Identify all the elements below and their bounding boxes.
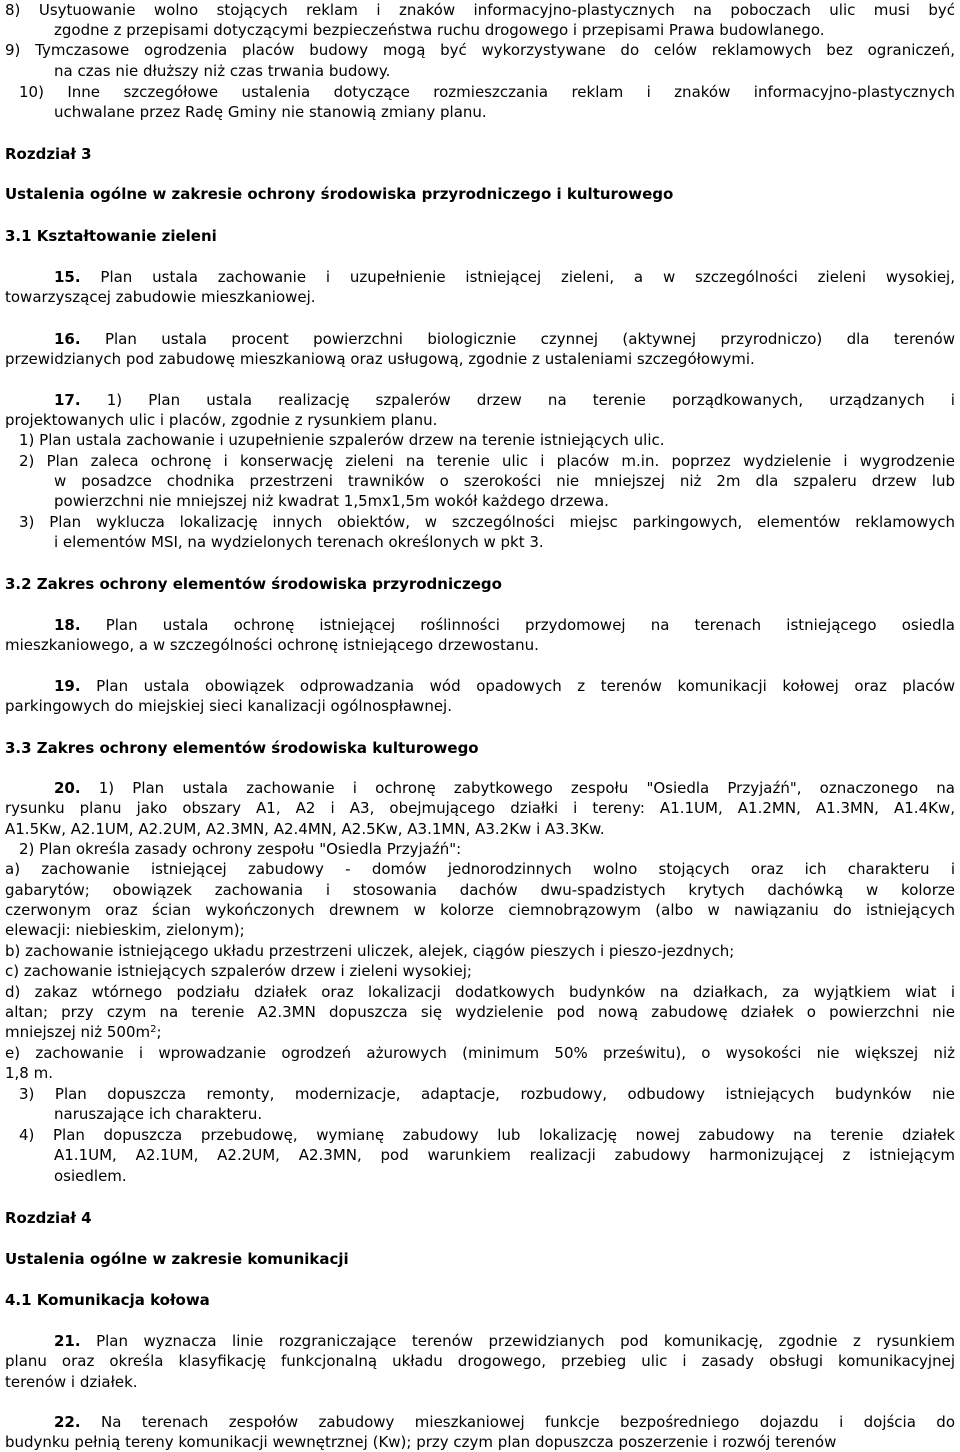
paragraph-line: rysunku planu jako obszary A1, A2 i A3, obejmującego działki i tereny: A1.1UM, A1.2MN, A1.3MN, A1.4Kw, bbox=[5, 799, 955, 817]
paragraph-number: 18. bbox=[54, 616, 81, 634]
text-line: naruszające ich charakteru. bbox=[54, 1105, 263, 1123]
text-line: a) zachowanie istniejącej zabudowy - domów jednorodzinnych wolno stojących oraz ich charakteru i bbox=[5, 860, 955, 878]
section-heading: 3.3 Zakres ochrony elementów środowiska kulturowego bbox=[5, 739, 479, 757]
paragraph-first-line bbox=[5, 676, 955, 696]
text-line: gabarytów; obowiązek zachowania i stosowania dachów dwu-spadzistych krytych dachówką w kolorze bbox=[5, 881, 955, 899]
text-line: elewacji: niebieskim, zielonym); bbox=[5, 921, 245, 939]
paragraph-line: A1.5Kw, A2.1UM, A2.2UM, A2.3MN, A2.4MN, A2.5Kw, A3.1MN, A3.2Kw i A3.3Kw. bbox=[5, 820, 605, 838]
section-heading: Rozdział 3 bbox=[5, 145, 92, 163]
paragraph-text: Plan wyznacza linie rozgraniczające terenów przewidzianych pod komunikację, zgodnie z rysunkiem bbox=[96, 1332, 955, 1350]
text-line: d) zakaz wtórnego podziału działek oraz lokalizacji dodatkowych budynków na działkach, za wyjątkiem wiat i bbox=[5, 983, 955, 1001]
paragraph-number: 16. bbox=[54, 330, 81, 348]
section-heading: Ustalenia ogólne w zakresie ochrony środowiska przyrodniczego i kulturowego bbox=[5, 185, 674, 203]
text-line: osiedlem. bbox=[54, 1167, 127, 1185]
paragraph-first-line bbox=[5, 778, 955, 798]
text-line: A1.1UM, A2.1UM, A2.2UM, A2.3MN, pod warunkiem realizacji zabudowy harmonizującej z istniejącym bbox=[54, 1146, 955, 1164]
superscript: 2 bbox=[150, 1024, 157, 1035]
paragraph-first-line bbox=[5, 267, 955, 287]
paragraph-line: terenów i działek. bbox=[5, 1373, 138, 1391]
section-heading: 3.2 Zakres ochrony elementów środowiska przyrodniczego bbox=[5, 575, 502, 593]
text-line: 3) Plan dopuszcza remonty, modernizacje, adaptacje, rozbudowy, odbudowy istniejących budynków nie bbox=[19, 1085, 955, 1103]
paragraph-number: 22. bbox=[54, 1413, 81, 1431]
paragraph-text: Plan ustala obowiązek odprowadzania wód opadowych z terenów komunikacji kołowej oraz placów bbox=[96, 677, 955, 695]
text-line: powierzchni nie mniejszej niż kwadrat 1,5mx1,5m wokół każdego drzewa. bbox=[54, 492, 609, 510]
paragraph-line: parkingowych do miejskiej sieci kanalizacji ogólnospławnej. bbox=[5, 697, 452, 715]
section-heading: Rozdział 4 bbox=[5, 1209, 92, 1227]
paragraph-line: przewidzianych pod zabudowę mieszkaniową oraz usługową, zgodnie z ustaleniami szczegółowymi. bbox=[5, 350, 755, 368]
text-line: c) zachowanie istniejących szpalerów drzew i zieleni wysokiej; bbox=[5, 962, 472, 980]
text-line: 1,8 m. bbox=[5, 1064, 54, 1082]
area-text: mniejszej niż 500m bbox=[5, 1023, 151, 1041]
paragraph-first-line bbox=[5, 329, 955, 349]
text-line: 2) Plan określa zasady ochrony zespołu "Osiedla Przyjaźń": bbox=[19, 840, 462, 858]
section-heading: Ustalenia ogólne w zakresie komunikacji bbox=[5, 1250, 349, 1268]
paragraph-text: 1) Plan ustala realizację szpalerów drzew na terenie porządkowanych, urządzanych i bbox=[106, 391, 955, 409]
paragraph-number: 15. bbox=[54, 268, 81, 286]
text-line bbox=[5, 1022, 955, 1042]
area-tail: ; bbox=[156, 1023, 162, 1041]
paragraph-line: mieszkaniowego, a w szczególności ochronę istniejącego drzewostanu. bbox=[5, 636, 539, 654]
paragraph-first-line bbox=[5, 390, 955, 410]
paragraph-line: budynku pełnią tereny komunikacji wewnętrznej (Kw); przy czym plan dopuszcza poszerzenie i rozwój terenów bbox=[5, 1433, 837, 1451]
paragraph-first-line bbox=[5, 1412, 955, 1432]
paragraph-text: Na terenach zespołów zabudowy mieszkaniowej funkcje bezpośredniego dojazdu i dojścia do bbox=[100, 1413, 955, 1431]
text-line: 3) Plan wyklucza lokalizację innych obiektów, w szczególności miejsc parkingowych, elementów reklamowych bbox=[19, 513, 955, 531]
section-heading: 4.1 Komunikacja kołowa bbox=[5, 1291, 210, 1309]
text-line: 8) Usytuowanie wolno stojących reklam i znaków informacyjno-plastycznych na poboczach ulic musi być bbox=[5, 1, 955, 19]
paragraph-text: Plan ustala ochronę istniejącej roślinności przydomowej na terenach istniejącego osiedla bbox=[105, 616, 955, 634]
text-line: czerwonym oraz ścian wykończonych drewnem w kolorze ciemnobrązowym (albo w nawiązaniu do istniejących bbox=[5, 901, 955, 919]
text-line: b) zachowanie istniejącego układu przestrzeni uliczek, alejek, ciągów pieszych i pieszo-jezdnych; bbox=[5, 942, 735, 960]
section-heading: 3.1 Kształtowanie zieleni bbox=[5, 227, 217, 245]
paragraph-number: 21. bbox=[54, 1332, 81, 1350]
text-line: altan; przy czym na terenie A2.3MN dopuszcza się wydzielenie pod nową zabudowę działek o powierzchni nie bbox=[5, 1003, 955, 1021]
text-line: 1) Plan ustala zachowanie i uzupełnienie szpalerów drzew na terenie istniejących ulic. bbox=[19, 431, 665, 449]
paragraph-line: planu oraz określa klasyfikację funkcjonalną układu drogowego, przebieg ulic i zasady obsługi komunikacyjnej bbox=[5, 1352, 955, 1370]
text-line: 10) Inne szczegółowe ustalenia dotyczące rozmieszczania reklam i znaków informacyjno-plastycznych bbox=[19, 83, 955, 101]
text-line: 9) Tymczasowe ogrodzenia placów budowy mogą być wykorzystywane do celów reklamowych bez ograniczeń, bbox=[5, 41, 955, 59]
paragraph-first-line bbox=[5, 1331, 955, 1351]
text-line: zgodne z przepisami dotyczącymi bezpieczeństwa ruchu drogowego i przepisami Prawa budowlanego. bbox=[54, 21, 825, 39]
paragraph-text: 1) Plan ustala zachowanie i ochronę zabytkowego zespołu "Osiedla Przyjaźń", oznaczonego na bbox=[98, 779, 955, 797]
text-line: e) zachowanie i wprowadzanie ogrodzeń ażurowych (minimum 50% prześwitu), o wysokości nie większej niż bbox=[5, 1044, 955, 1062]
text-line: 4) Plan dopuszcza przebudowę, wymianę zabudowy lub lokalizację nowej zabudowy na terenie działek bbox=[19, 1126, 955, 1144]
paragraph-line: towarzyszącej zabudowie mieszkaniowej. bbox=[5, 288, 316, 306]
paragraph-number: 17. bbox=[54, 391, 81, 409]
paragraph-first-line bbox=[5, 615, 955, 635]
text-line: w posadzce chodnika przestrzeni trawników o szerokości nie mniejszej niż 2m dla szpaleru drzew lub bbox=[54, 472, 955, 490]
paragraph-text: Plan ustala zachowanie i uzupełnienie istniejącej zieleni, a w szczególności zieleni wysokiej, bbox=[100, 268, 955, 286]
text-line: 2) Plan zaleca ochronę i konserwację zieleni na terenie ulic i placów m.in. poprzez wydzielenie i wygrodzenie bbox=[19, 452, 955, 470]
text-line: i elementów MSI, na wydzielonych terenach określonych w pkt 3. bbox=[54, 533, 544, 551]
text-line: uchwalane przez Radę Gminy nie stanowią zmiany planu. bbox=[54, 103, 487, 121]
paragraph-number: 20. bbox=[54, 779, 81, 797]
paragraph-number: 19. bbox=[54, 677, 81, 695]
paragraph-text: Plan ustala procent powierzchni biologicznie czynnej (aktywnej przyrodniczo) dla terenów bbox=[104, 330, 955, 348]
text-line: na czas nie dłuższy niż czas trwania budowy. bbox=[54, 62, 391, 80]
paragraph-line: projektowanych ulic i placów, zgodnie z rysunkiem planu. bbox=[5, 411, 438, 429]
